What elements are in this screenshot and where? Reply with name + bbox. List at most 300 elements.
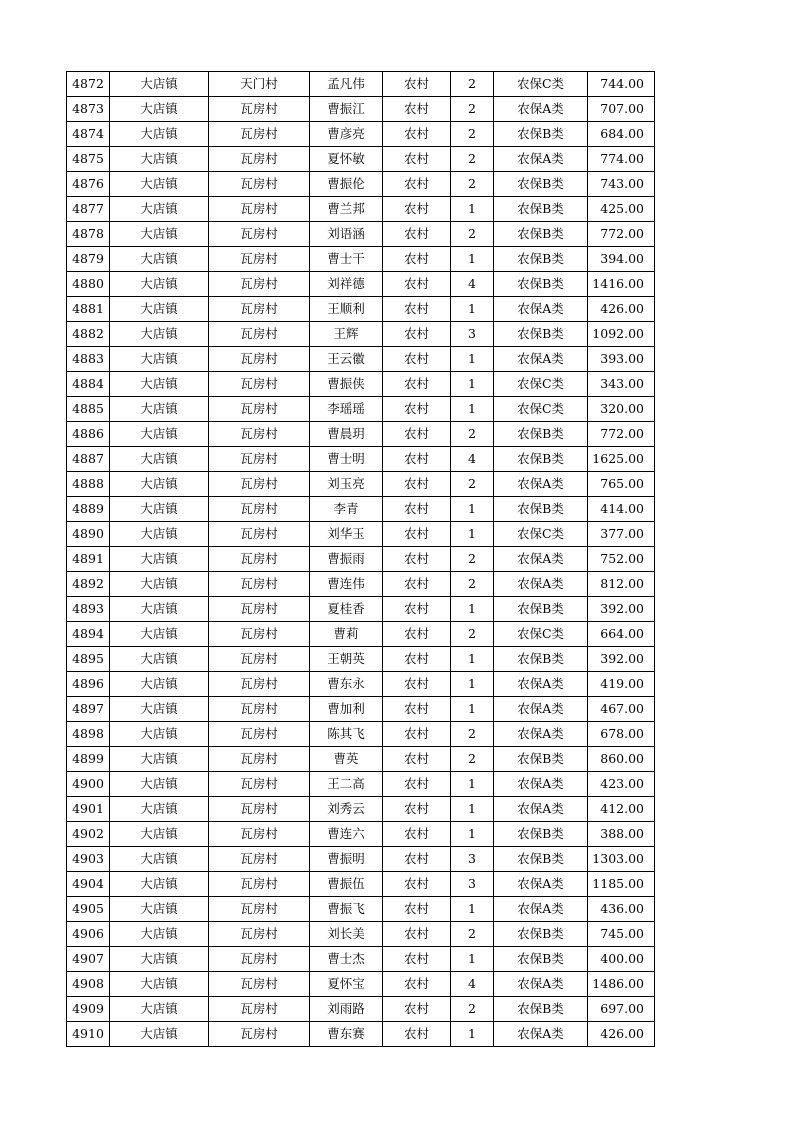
cell-insurance-class: 农保B类	[494, 997, 588, 1022]
cell-name: 曹莉	[310, 622, 383, 647]
cell-seq-number: 4872	[67, 72, 110, 97]
cell-insurance-class: 农保A类	[494, 297, 588, 322]
cell-household-type: 农村	[383, 972, 451, 997]
cell-household-type: 农村	[383, 547, 451, 572]
cell-insurance-class: 农保A类	[494, 697, 588, 722]
cell-insurance-class: 农保B类	[494, 422, 588, 447]
cell-insurance-class: 农保A类	[494, 347, 588, 372]
cell-household-type: 农村	[383, 122, 451, 147]
cell-village: 瓦房村	[209, 672, 310, 697]
cell-insurance-class: 农保A类	[494, 722, 588, 747]
cell-household-type: 农村	[383, 747, 451, 772]
cell-household-type: 农村	[383, 222, 451, 247]
cell-member-count: 2	[451, 72, 494, 97]
cell-name: 王朝英	[310, 647, 383, 672]
table-row	[67, 272, 655, 297]
cell-town: 大店镇	[110, 397, 209, 422]
cell-village: 瓦房村	[209, 347, 310, 372]
cell-village: 瓦房村	[209, 397, 310, 422]
cell-town: 大店镇	[110, 597, 209, 622]
table-row	[67, 597, 655, 622]
cell-amount: 426.00	[588, 297, 655, 322]
cell-seq-number: 4873	[67, 97, 110, 122]
cell-town: 大店镇	[110, 497, 209, 522]
cell-member-count: 2	[451, 122, 494, 147]
cell-insurance-class: 农保B类	[494, 647, 588, 672]
cell-member-count: 1	[451, 797, 494, 822]
cell-amount: 414.00	[588, 497, 655, 522]
cell-member-count: 4	[451, 447, 494, 472]
cell-seq-number: 4908	[67, 972, 110, 997]
cell-insurance-class: 农保B类	[494, 947, 588, 972]
cell-insurance-class: 农保A类	[494, 1022, 588, 1047]
cell-town: 大店镇	[110, 122, 209, 147]
cell-town: 大店镇	[110, 697, 209, 722]
cell-name: 李瑶瑶	[310, 397, 383, 422]
cell-seq-number: 4907	[67, 947, 110, 972]
cell-insurance-class: 农保B类	[494, 447, 588, 472]
cell-village: 瓦房村	[209, 547, 310, 572]
cell-village: 瓦房村	[209, 522, 310, 547]
table-row	[67, 872, 655, 897]
cell-seq-number: 4882	[67, 322, 110, 347]
table-row	[67, 822, 655, 847]
cell-amount: 812.00	[588, 572, 655, 597]
table-row	[67, 147, 655, 172]
cell-member-count: 1	[451, 347, 494, 372]
cell-village: 瓦房村	[209, 822, 310, 847]
cell-town: 大店镇	[110, 322, 209, 347]
cell-household-type: 农村	[383, 522, 451, 547]
cell-member-count: 2	[451, 222, 494, 247]
cell-village: 瓦房村	[209, 272, 310, 297]
cell-seq-number: 4896	[67, 672, 110, 697]
table-row	[67, 897, 655, 922]
cell-village: 瓦房村	[209, 872, 310, 897]
cell-seq-number: 4876	[67, 172, 110, 197]
cell-village: 瓦房村	[209, 697, 310, 722]
cell-name: 曹士干	[310, 247, 383, 272]
cell-insurance-class: 农保A类	[494, 772, 588, 797]
cell-member-count: 1	[451, 297, 494, 322]
cell-member-count: 2	[451, 472, 494, 497]
cell-member-count: 1	[451, 947, 494, 972]
cell-village: 瓦房村	[209, 922, 310, 947]
cell-town: 大店镇	[110, 822, 209, 847]
cell-name: 王辉	[310, 322, 383, 347]
cell-town: 大店镇	[110, 647, 209, 672]
cell-town: 大店镇	[110, 172, 209, 197]
cell-amount: 425.00	[588, 197, 655, 222]
cell-town: 大店镇	[110, 447, 209, 472]
cell-seq-number: 4903	[67, 847, 110, 872]
table-row	[67, 97, 655, 122]
cell-seq-number: 4901	[67, 797, 110, 822]
cell-village: 瓦房村	[209, 422, 310, 447]
cell-village: 瓦房村	[209, 947, 310, 972]
cell-village: 瓦房村	[209, 797, 310, 822]
cell-seq-number: 4891	[67, 547, 110, 572]
cell-insurance-class: 农保A类	[494, 872, 588, 897]
cell-household-type: 农村	[383, 722, 451, 747]
cell-town: 大店镇	[110, 672, 209, 697]
cell-seq-number: 4899	[67, 747, 110, 772]
cell-insurance-class: 农保B类	[494, 197, 588, 222]
cell-town: 大店镇	[110, 1022, 209, 1047]
cell-name: 王顺利	[310, 297, 383, 322]
cell-insurance-class: 农保B类	[494, 272, 588, 297]
cell-town: 大店镇	[110, 522, 209, 547]
cell-amount: 419.00	[588, 672, 655, 697]
cell-village: 瓦房村	[209, 747, 310, 772]
table-row	[67, 172, 655, 197]
cell-name: 曹连伟	[310, 572, 383, 597]
cell-insurance-class: 农保A类	[494, 897, 588, 922]
cell-member-count: 1	[451, 522, 494, 547]
table-row	[67, 322, 655, 347]
cell-member-count: 1	[451, 397, 494, 422]
cell-seq-number: 4881	[67, 297, 110, 322]
cell-amount: 394.00	[588, 247, 655, 272]
cell-town: 大店镇	[110, 572, 209, 597]
cell-amount: 393.00	[588, 347, 655, 372]
cell-member-count: 2	[451, 147, 494, 172]
cell-village: 瓦房村	[209, 97, 310, 122]
cell-amount: 1092.00	[588, 322, 655, 347]
cell-amount: 1486.00	[588, 972, 655, 997]
cell-insurance-class: 农保A类	[494, 797, 588, 822]
table-row	[67, 922, 655, 947]
cell-amount: 467.00	[588, 697, 655, 722]
cell-insurance-class: 农保A类	[494, 97, 588, 122]
cell-village: 瓦房村	[209, 122, 310, 147]
table-row	[67, 222, 655, 247]
cell-name: 曹士明	[310, 447, 383, 472]
cell-name: 曹东赛	[310, 1022, 383, 1047]
cell-town: 大店镇	[110, 922, 209, 947]
cell-village: 瓦房村	[209, 1022, 310, 1047]
cell-insurance-class: 农保C类	[494, 372, 588, 397]
cell-seq-number: 4877	[67, 197, 110, 222]
cell-insurance-class: 农保B类	[494, 597, 588, 622]
cell-household-type: 农村	[383, 947, 451, 972]
table-row	[67, 347, 655, 372]
cell-insurance-class: 农保C类	[494, 522, 588, 547]
cell-name: 曹东永	[310, 672, 383, 697]
table-row	[67, 647, 655, 672]
cell-household-type: 农村	[383, 172, 451, 197]
cell-seq-number: 4900	[67, 772, 110, 797]
cell-member-count: 1	[451, 497, 494, 522]
cell-village: 瓦房村	[209, 572, 310, 597]
table-row	[67, 372, 655, 397]
cell-member-count: 1	[451, 897, 494, 922]
cell-member-count: 2	[451, 622, 494, 647]
cell-town: 大店镇	[110, 547, 209, 572]
table-row	[67, 947, 655, 972]
cell-insurance-class: 农保B类	[494, 847, 588, 872]
cell-amount: 343.00	[588, 372, 655, 397]
table-row	[67, 122, 655, 147]
cell-amount: 1185.00	[588, 872, 655, 897]
cell-name: 曹英	[310, 747, 383, 772]
cell-amount: 388.00	[588, 822, 655, 847]
table-row	[67, 422, 655, 447]
cell-amount: 772.00	[588, 222, 655, 247]
table-row	[67, 972, 655, 997]
cell-town: 大店镇	[110, 222, 209, 247]
cell-town: 大店镇	[110, 772, 209, 797]
cell-amount: 707.00	[588, 97, 655, 122]
cell-member-count: 2	[451, 97, 494, 122]
cell-household-type: 农村	[383, 347, 451, 372]
cell-household-type: 农村	[383, 297, 451, 322]
cell-amount: 697.00	[588, 997, 655, 1022]
cell-amount: 752.00	[588, 547, 655, 572]
cell-household-type: 农村	[383, 1022, 451, 1047]
table-row	[67, 672, 655, 697]
cell-household-type: 农村	[383, 797, 451, 822]
cell-village: 瓦房村	[209, 847, 310, 872]
cell-member-count: 2	[451, 722, 494, 747]
cell-member-count: 1	[451, 597, 494, 622]
cell-town: 大店镇	[110, 847, 209, 872]
cell-household-type: 农村	[383, 497, 451, 522]
cell-town: 大店镇	[110, 797, 209, 822]
cell-village: 瓦房村	[209, 622, 310, 647]
cell-amount: 745.00	[588, 922, 655, 947]
cell-seq-number: 4893	[67, 597, 110, 622]
cell-village: 瓦房村	[209, 447, 310, 472]
table-row	[67, 522, 655, 547]
cell-name: 曹连六	[310, 822, 383, 847]
table-row	[67, 472, 655, 497]
cell-member-count: 2	[451, 547, 494, 572]
cell-insurance-class: 农保A类	[494, 472, 588, 497]
cell-seq-number: 4894	[67, 622, 110, 647]
cell-town: 大店镇	[110, 747, 209, 772]
cell-village: 瓦房村	[209, 472, 310, 497]
cell-name: 王二高	[310, 772, 383, 797]
cell-town: 大店镇	[110, 272, 209, 297]
cell-name: 曹振侠	[310, 372, 383, 397]
cell-insurance-class: 农保B类	[494, 822, 588, 847]
cell-insurance-class: 农保C类	[494, 72, 588, 97]
cell-insurance-class: 农保C类	[494, 622, 588, 647]
table-row	[67, 772, 655, 797]
cell-household-type: 农村	[383, 472, 451, 497]
cell-insurance-class: 农保B类	[494, 247, 588, 272]
cell-insurance-class: 农保A类	[494, 547, 588, 572]
cell-household-type: 农村	[383, 672, 451, 697]
cell-household-type: 农村	[383, 397, 451, 422]
cell-member-count: 1	[451, 647, 494, 672]
roster-table	[66, 71, 655, 1047]
cell-household-type: 农村	[383, 997, 451, 1022]
cell-village: 瓦房村	[209, 172, 310, 197]
cell-amount: 765.00	[588, 472, 655, 497]
table-row	[67, 697, 655, 722]
cell-household-type: 农村	[383, 597, 451, 622]
cell-name: 夏怀敏	[310, 147, 383, 172]
cell-seq-number: 4878	[67, 222, 110, 247]
cell-seq-number: 4887	[67, 447, 110, 472]
cell-name: 曹晨玥	[310, 422, 383, 447]
cell-seq-number: 4886	[67, 422, 110, 447]
cell-seq-number: 4888	[67, 472, 110, 497]
cell-town: 大店镇	[110, 972, 209, 997]
table-row	[67, 547, 655, 572]
cell-household-type: 农村	[383, 447, 451, 472]
cell-amount: 743.00	[588, 172, 655, 197]
cell-name: 刘长美	[310, 922, 383, 947]
cell-amount: 678.00	[588, 722, 655, 747]
cell-name: 曹加利	[310, 697, 383, 722]
cell-household-type: 农村	[383, 147, 451, 172]
table-row	[67, 397, 655, 422]
cell-household-type: 农村	[383, 772, 451, 797]
cell-insurance-class: 农保B类	[494, 497, 588, 522]
cell-name: 陈其飞	[310, 722, 383, 747]
cell-village: 瓦房村	[209, 147, 310, 172]
cell-seq-number: 4883	[67, 347, 110, 372]
cell-name: 刘秀云	[310, 797, 383, 822]
cell-town: 大店镇	[110, 72, 209, 97]
cell-household-type: 农村	[383, 272, 451, 297]
cell-village: 瓦房村	[209, 997, 310, 1022]
cell-name: 曹振伍	[310, 872, 383, 897]
table-row	[67, 847, 655, 872]
cell-amount: 320.00	[588, 397, 655, 422]
cell-seq-number: 4885	[67, 397, 110, 422]
cell-town: 大店镇	[110, 297, 209, 322]
cell-town: 大店镇	[110, 147, 209, 172]
cell-seq-number: 4879	[67, 247, 110, 272]
cell-name: 刘祥德	[310, 272, 383, 297]
cell-seq-number: 4889	[67, 497, 110, 522]
cell-village: 瓦房村	[209, 222, 310, 247]
cell-member-count: 1	[451, 772, 494, 797]
cell-member-count: 1	[451, 672, 494, 697]
cell-household-type: 农村	[383, 97, 451, 122]
cell-amount: 1303.00	[588, 847, 655, 872]
cell-village: 瓦房村	[209, 497, 310, 522]
table-row	[67, 797, 655, 822]
cell-household-type: 农村	[383, 197, 451, 222]
cell-name: 曹振雨	[310, 547, 383, 572]
cell-amount: 684.00	[588, 122, 655, 147]
cell-member-count: 1	[451, 197, 494, 222]
cell-seq-number: 4890	[67, 522, 110, 547]
cell-seq-number: 4874	[67, 122, 110, 147]
cell-town: 大店镇	[110, 722, 209, 747]
cell-amount: 772.00	[588, 422, 655, 447]
cell-member-count: 2	[451, 172, 494, 197]
table-row	[67, 247, 655, 272]
cell-household-type: 农村	[383, 872, 451, 897]
cell-name: 刘华玉	[310, 522, 383, 547]
cell-village: 瓦房村	[209, 597, 310, 622]
cell-amount: 392.00	[588, 647, 655, 672]
cell-household-type: 农村	[383, 622, 451, 647]
cell-name: 曹士杰	[310, 947, 383, 972]
cell-village: 瓦房村	[209, 972, 310, 997]
cell-amount: 400.00	[588, 947, 655, 972]
cell-amount: 664.00	[588, 622, 655, 647]
cell-amount: 377.00	[588, 522, 655, 547]
cell-household-type: 农村	[383, 572, 451, 597]
cell-amount: 860.00	[588, 747, 655, 772]
cell-seq-number: 4909	[67, 997, 110, 1022]
cell-seq-number: 4902	[67, 822, 110, 847]
cell-seq-number: 4905	[67, 897, 110, 922]
table-row	[67, 297, 655, 322]
cell-insurance-class: 农保B类	[494, 922, 588, 947]
cell-name: 孟凡伟	[310, 72, 383, 97]
cell-seq-number: 4892	[67, 572, 110, 597]
cell-amount: 423.00	[588, 772, 655, 797]
cell-household-type: 农村	[383, 322, 451, 347]
cell-name: 曹兰邦	[310, 197, 383, 222]
table-row	[67, 622, 655, 647]
cell-town: 大店镇	[110, 372, 209, 397]
cell-member-count: 3	[451, 322, 494, 347]
cell-name: 夏怀宝	[310, 972, 383, 997]
cell-name: 曹振明	[310, 847, 383, 872]
table-row	[67, 722, 655, 747]
cell-seq-number: 4898	[67, 722, 110, 747]
table-row	[67, 572, 655, 597]
cell-name: 曹振飞	[310, 897, 383, 922]
cell-amount: 1416.00	[588, 272, 655, 297]
cell-household-type: 农村	[383, 247, 451, 272]
cell-insurance-class: 农保B类	[494, 122, 588, 147]
cell-insurance-class: 农保C类	[494, 397, 588, 422]
cell-seq-number: 4875	[67, 147, 110, 172]
cell-village: 瓦房村	[209, 372, 310, 397]
cell-household-type: 农村	[383, 822, 451, 847]
cell-village: 瓦房村	[209, 247, 310, 272]
table-row	[67, 747, 655, 772]
cell-name: 曹振伦	[310, 172, 383, 197]
cell-name: 刘雨路	[310, 997, 383, 1022]
cell-insurance-class: 农保A类	[494, 972, 588, 997]
cell-amount: 436.00	[588, 897, 655, 922]
roster-table-body	[67, 72, 655, 1047]
cell-town: 大店镇	[110, 622, 209, 647]
cell-member-count: 2	[451, 922, 494, 947]
cell-insurance-class: 农保A类	[494, 147, 588, 172]
cell-member-count: 4	[451, 272, 494, 297]
cell-member-count: 4	[451, 972, 494, 997]
cell-town: 大店镇	[110, 97, 209, 122]
cell-town: 大店镇	[110, 472, 209, 497]
cell-seq-number: 4904	[67, 872, 110, 897]
cell-household-type: 农村	[383, 847, 451, 872]
cell-town: 大店镇	[110, 897, 209, 922]
cell-amount: 412.00	[588, 797, 655, 822]
cell-village: 瓦房村	[209, 297, 310, 322]
cell-town: 大店镇	[110, 997, 209, 1022]
cell-household-type: 农村	[383, 422, 451, 447]
cell-name: 刘语涵	[310, 222, 383, 247]
cell-town: 大店镇	[110, 197, 209, 222]
cell-name: 曹彦亮	[310, 122, 383, 147]
cell-town: 大店镇	[110, 422, 209, 447]
cell-name: 王云徽	[310, 347, 383, 372]
cell-insurance-class: 农保A类	[494, 672, 588, 697]
cell-amount: 744.00	[588, 72, 655, 97]
